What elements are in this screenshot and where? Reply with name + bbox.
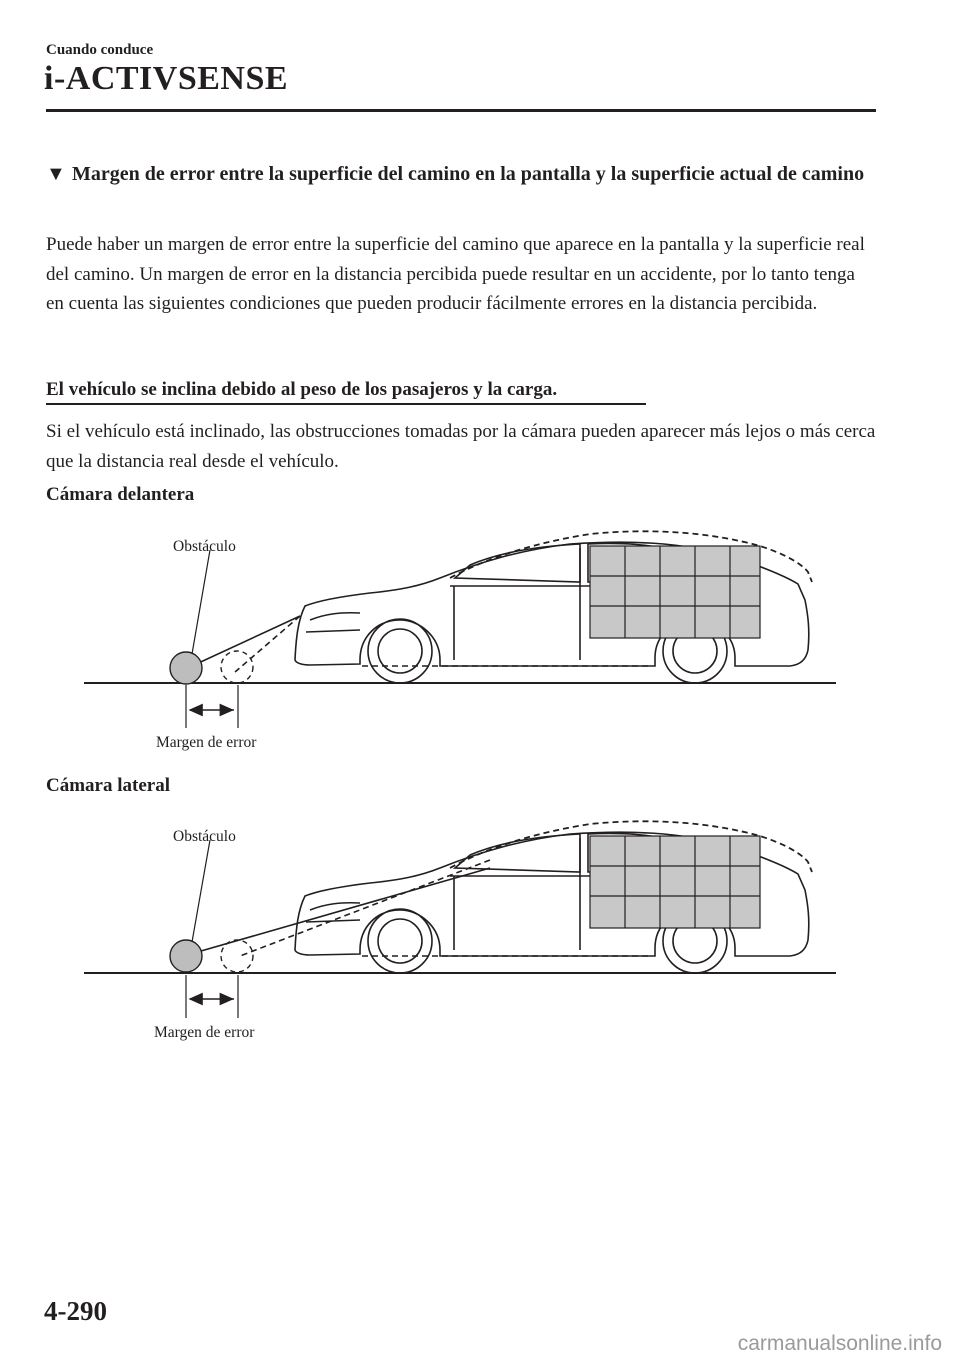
error-margin-label: Margen de error — [154, 1024, 255, 1041]
subheading-underline — [46, 403, 646, 405]
cargo-load — [590, 546, 760, 638]
cargo-load — [590, 836, 760, 928]
camera-sight-line — [192, 616, 300, 666]
triangle-marker-icon: ▼ — [46, 163, 66, 185]
section-heading — [46, 160, 876, 188]
obstacle-leader-line — [192, 840, 210, 942]
section-heading-text: Margen de error entre la superficie del camino en la pantalla y la superficie actual de camino — [72, 163, 865, 185]
watermark: carmanualsonline.info — [737, 1332, 942, 1355]
car-diagram-side — [70, 810, 850, 1055]
obstacle-circle — [170, 652, 202, 684]
figure-front-camera — [70, 520, 850, 765]
obstacle-label: Obstáculo — [173, 828, 236, 845]
obstacle-leader-line — [192, 550, 210, 654]
camera-sight-line-inclined — [240, 860, 490, 956]
section-label: Cuando conduce — [46, 42, 154, 58]
chapter-title: i-ACTIVSENSE — [44, 60, 289, 97]
figure-side-camera — [70, 810, 850, 1055]
obstacle-label: Obstáculo — [173, 538, 236, 555]
figure-caption-side: Cámara lateral — [46, 775, 170, 796]
figure-caption-front: Cámara delantera — [46, 484, 195, 505]
obstacle-circle — [170, 940, 202, 972]
header-rule — [46, 109, 876, 112]
intro-paragraph: Puede haber un margen de error entre la superficie del camino que aparece en la pantalla y la superficie real del camino. Un margen de error en la distancia percibida puede resultar en un accidente, por lo tanto tenga en cuenta las siguientes condiciones que pueden producir fácilmente errores en la distancia percibida. — [46, 234, 865, 314]
subheading-paragraph: Si el vehículo está inclinado, las obstrucciones tomadas por la cámara pueden aparecer más lejos o más cerca que la distancia real desde el vehículo. — [46, 421, 876, 472]
camera-sight-line-inclined — [235, 616, 300, 672]
car-diagram-front — [70, 520, 850, 765]
apparent-obstacle-circle — [221, 940, 253, 972]
error-margin-label: Margen de error — [156, 734, 257, 751]
subheading: El vehículo se inclina debido al peso de los pasajeros y la carga. — [46, 379, 558, 400]
page-number: 4-290 — [44, 1296, 107, 1326]
apparent-obstacle-circle — [221, 651, 253, 683]
